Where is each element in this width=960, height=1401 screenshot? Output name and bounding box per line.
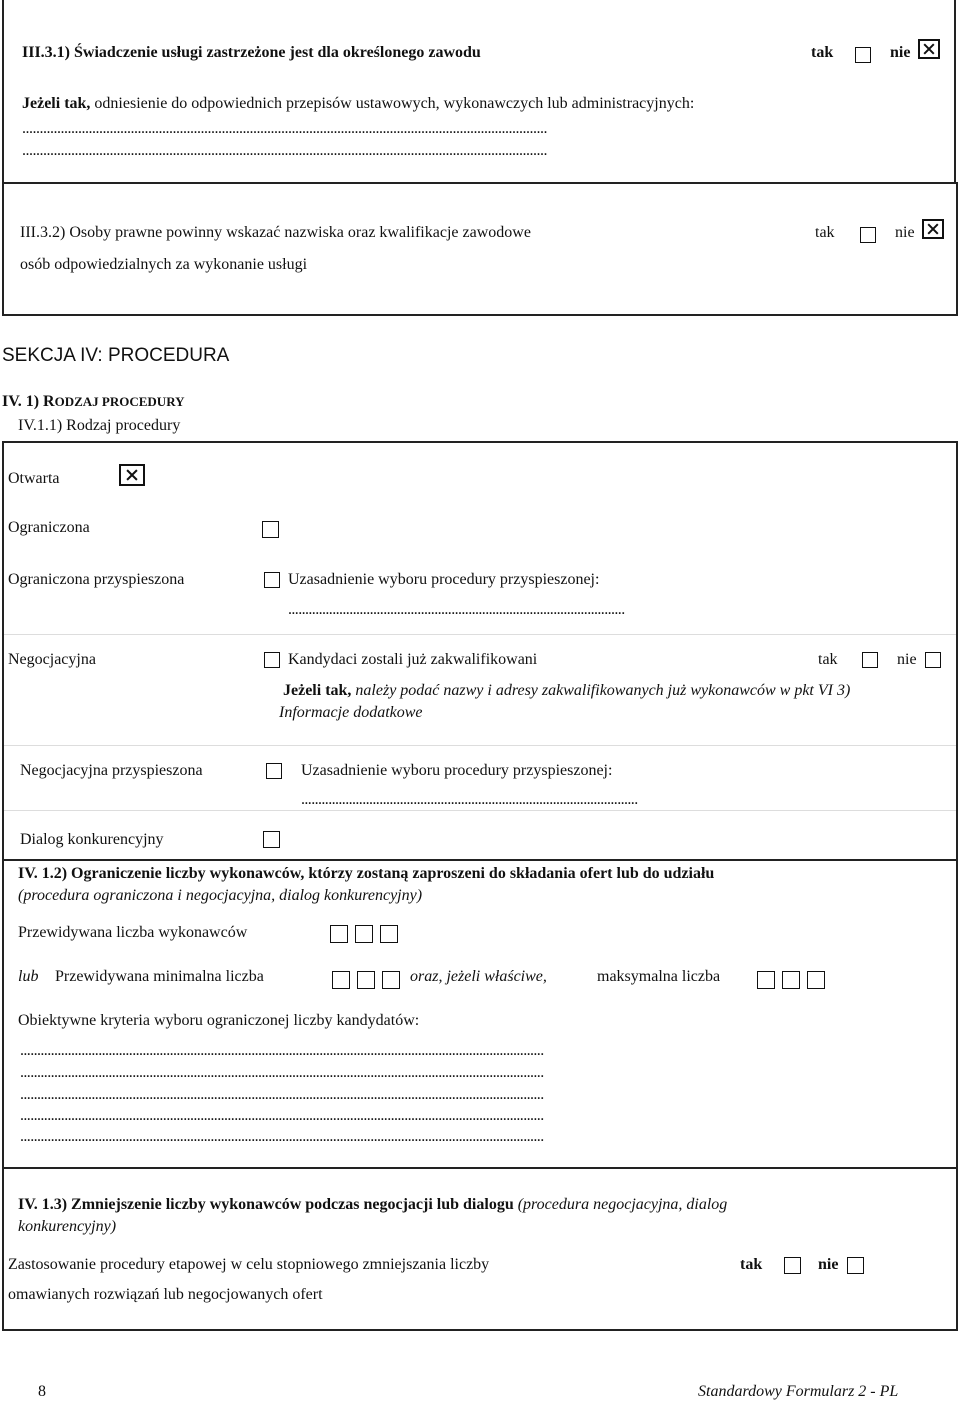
- s332-tak-checkbox[interactable]: [860, 227, 876, 243]
- x-mark-icon: [920, 41, 938, 57]
- divider-line: [4, 634, 956, 635]
- proc-ograniczona-checkbox[interactable]: [262, 521, 279, 538]
- s331-tak-checkbox[interactable]: [855, 47, 871, 63]
- divider-line: [4, 810, 956, 811]
- s412-maksymalna-label: maksymalna liczba: [597, 968, 721, 985]
- proc-otwarta-checkbox-checked[interactable]: [119, 464, 145, 486]
- s412-przew-min-label: Przewidywana minimalna liczba: [55, 968, 264, 985]
- proc-ogr-przysp-dots: ...................................................................................................: [288, 601, 625, 618]
- proc-kandydaci-tak-label: tak: [818, 651, 838, 668]
- s331-nie-label: nie: [890, 44, 911, 61]
- proc-kandydaci-nie-checkbox[interactable]: [925, 652, 941, 668]
- proc-jezeli-note: [283, 682, 850, 700]
- section-iv-title: SEKCJA IV: PROCEDURA: [2, 345, 230, 366]
- s413-line1: Zastosowanie procedury etapowej w celu stopniowego zmniejszania liczby: [8, 1256, 490, 1273]
- s331-question: III.3.1) Świadczenie usługi zastrzeżone jest dla określonego zawodu: [22, 44, 481, 61]
- proc-ogr-przysp-uzasadnienie: Uzasadnienie wyboru procedury przyspieszonej:: [288, 571, 600, 588]
- s331-reference: [22, 95, 694, 113]
- s413-tak-label: tak: [740, 1256, 763, 1273]
- section-iv-1-3-box: [2, 1167, 958, 1331]
- proc-neg-przysp-label: Negocjacyjna przyspieszona: [20, 762, 203, 779]
- s413-nie-checkbox[interactable]: [847, 1257, 864, 1274]
- s413-nie-label: nie: [818, 1256, 839, 1273]
- proc-kandydaci-tak-checkbox[interactable]: [862, 652, 878, 668]
- s412-przewidywana-digit-3[interactable]: [380, 925, 398, 943]
- s332-nie-label: nie: [895, 224, 915, 241]
- s412-min-digit-2[interactable]: [357, 971, 375, 989]
- s331-nie-checkbox-checked[interactable]: [918, 39, 940, 59]
- s332-nie-checkbox-checked[interactable]: [922, 219, 944, 239]
- section-iv-1-1-heading: IV.1.1) Rodzaj procedury: [18, 417, 181, 434]
- s412-przewidywana-digit-1[interactable]: [330, 925, 348, 943]
- proc-ograniczona-label: Ograniczona: [8, 519, 90, 536]
- s412-przewidywana-label: Przewidywana liczba wykonawców: [18, 924, 248, 941]
- s413-line2: omawianych rozwiązań lub negocjowanych ofert: [8, 1286, 323, 1303]
- proc-negocjacyjna-label: Negocjacyjna: [8, 651, 96, 668]
- s331-tak-label: tak: [811, 44, 834, 61]
- proc-neg-przysp-dots: ...................................................................................................: [301, 791, 638, 808]
- s413-tak-checkbox[interactable]: [784, 1257, 801, 1274]
- x-mark-icon: [121, 466, 143, 484]
- s412-heading-italic: (procedura ograniczona i negocjacyjna, dialog konkurencyjny): [18, 887, 423, 904]
- x-mark-icon: [924, 221, 942, 237]
- proc-neg-przysp-uzasadnienie: Uzasadnienie wyboru procedury przyspieszonej:: [301, 762, 613, 779]
- s331-ref-text: odniesienie do odpowiednich przepisów ustawowych, wykonawczych lub administracyjnych:: [90, 95, 695, 112]
- s412-dots-5: ..........................................................................................................................................................: [20, 1128, 544, 1145]
- section-iv-1-title: [2, 393, 185, 411]
- s331-dots-2: ......................................................................................................................................................: [22, 142, 547, 159]
- s332-line1: III.3.2) Osoby prawne powinny wskazać nazwiska oraz kwalifikacje zawodowe: [20, 224, 531, 241]
- section-iv-1-prefix: IV. 1) R: [2, 393, 55, 410]
- proc-ogr-przysp-label: Ograniczona przyspieszona: [8, 571, 185, 588]
- s412-dots-4: ..........................................................................................................................................................: [20, 1107, 544, 1124]
- s413-heading: [18, 1196, 727, 1214]
- section-iv-1-smallcaps: ODZAJ PROCEDURY: [54, 394, 185, 409]
- proc-kandydaci-nie-label: nie: [897, 651, 917, 668]
- proc-dialog-label: Dialog konkurencyjny: [20, 831, 164, 848]
- proc-otwarta-label: Otwarta: [8, 470, 60, 487]
- proc-informacje-dodatkowe: Informacje dodatkowe: [279, 704, 423, 721]
- s413-heading-italic: (procedura negocjacyjna, dialog: [513, 1196, 728, 1213]
- s412-dots-3: ..........................................................................................................................................................: [20, 1086, 544, 1103]
- s412-przewidywana-digit-2[interactable]: [355, 925, 373, 943]
- footer-form-name: Standardowy Formularz 2 - PL: [698, 1383, 899, 1400]
- s412-oraz: oraz, jeżeli właściwe,: [410, 968, 547, 985]
- s332-tak-label: tak: [815, 224, 835, 241]
- s412-max-digit-2[interactable]: [782, 971, 800, 989]
- s412-max-digit-3[interactable]: [807, 971, 825, 989]
- proc-ogr-przysp-checkbox[interactable]: [264, 572, 280, 588]
- s412-dots-1: ..........................................................................................................................................................: [20, 1042, 544, 1059]
- proc-dialog-checkbox[interactable]: [263, 831, 280, 848]
- s412-max-digit-1[interactable]: [757, 971, 775, 989]
- section-iii-3-2-box: [2, 182, 958, 316]
- s413-heading-bold: IV. 1.3) Zmniejszenie liczby wykonawców podczas negocjacji lub dialogu: [18, 1196, 514, 1213]
- proc-jezeli-italic: należy podać nazwy i adresy zakwalifikowanych już wykonawców w pkt VI 3): [351, 682, 851, 699]
- s332-line2: osób odpowiedzialnych za wykonanie usługi: [20, 256, 308, 273]
- proc-negocjacyjna-checkbox[interactable]: [264, 652, 280, 668]
- footer-page-number: 8: [38, 1383, 46, 1400]
- s413-heading-italic-2: konkurencyjny): [18, 1218, 117, 1235]
- proc-kandydaci-label: Kandydaci zostali już zakwalifikowani: [288, 651, 538, 668]
- proc-jezeli-bold: Jeżeli tak,: [283, 682, 352, 699]
- s412-lub: lub: [18, 968, 39, 985]
- proc-neg-przysp-checkbox[interactable]: [266, 763, 282, 779]
- s331-dots-1: ......................................................................................................................................................: [22, 120, 547, 137]
- s412-obiektywne-label: Obiektywne kryteria wyboru ograniczonej liczby kandydatów:: [18, 1012, 420, 1029]
- divider-line: [4, 745, 956, 746]
- s331-ref-bold: Jeżeli tak,: [22, 95, 91, 112]
- s412-heading: IV. 1.2) Ograniczenie liczby wykonawców, którzy zostaną zaproszeni do składania ofert lub do udziału: [18, 865, 715, 882]
- s412-dots-2: ..........................................................................................................................................................: [20, 1064, 544, 1081]
- s412-min-digit-1[interactable]: [332, 971, 350, 989]
- s412-min-digit-3[interactable]: [382, 971, 400, 989]
